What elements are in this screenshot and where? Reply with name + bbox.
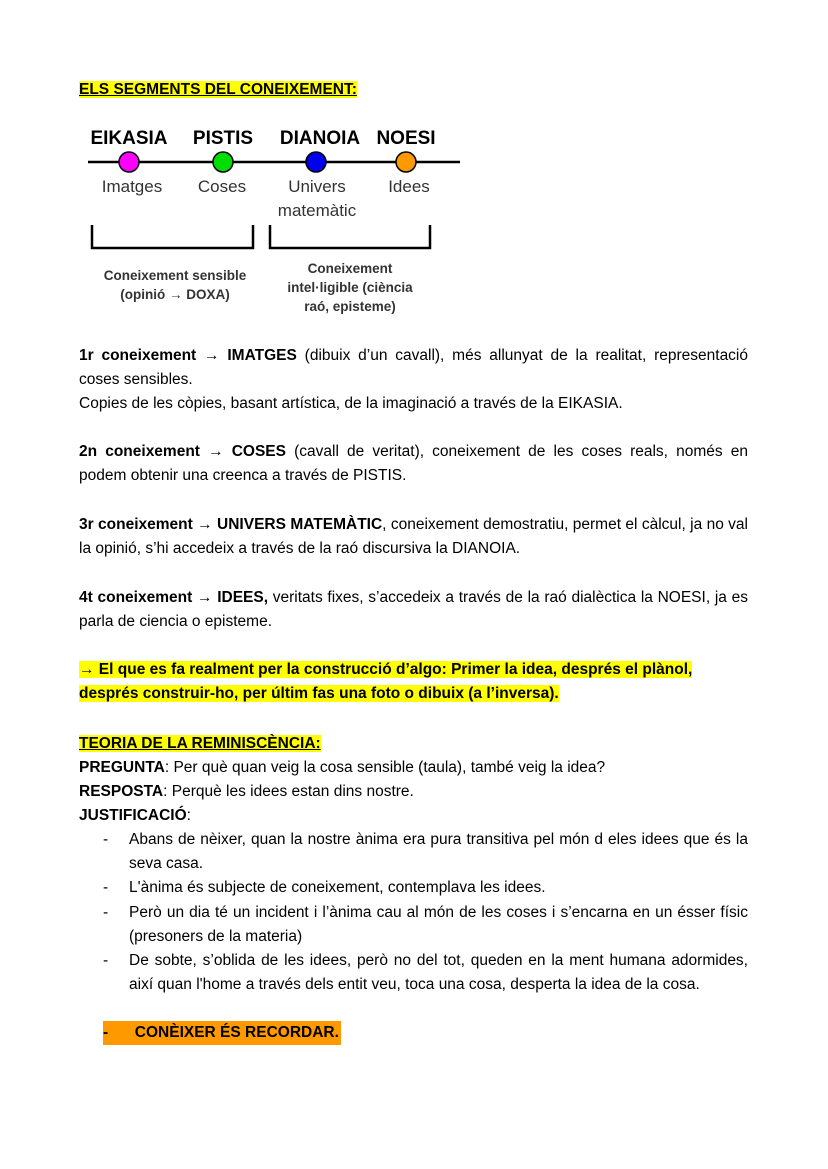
- reminiscence-heading-text: TEORIA DE LA REMINISCÈNCIA:: [79, 735, 321, 752]
- paragraph-imatges: [79, 344, 748, 392]
- p2-rest: (cavall de veritat), coneixement de les coses reals, només en podem obtenir una creenca a través de PISTIS.: [79, 443, 748, 484]
- paragraph-coses: [79, 440, 748, 488]
- bullet-dash: -: [103, 831, 109, 848]
- segments-heading-text: ELS SEGMENTS DEL CONEIXEMENT:: [79, 81, 357, 98]
- segment-label-imatges: Imatges: [101, 177, 163, 196]
- bullet-text: L'ànima és subjecte de coneixement, contemplava les idees.: [129, 879, 546, 896]
- segment-dot-noesi: [396, 152, 416, 172]
- p3-lead: 3r coneixement: [79, 516, 193, 533]
- segment-label-idees: Idees: [388, 177, 430, 196]
- conclusion-highlight: [103, 1021, 341, 1045]
- intelligible-caption-line2: intel·ligible (ciència: [287, 280, 413, 295]
- segment-name-noesi: NOESI: [376, 128, 436, 149]
- p1-key: IMATGES: [227, 347, 297, 364]
- paragraph-univers: [79, 513, 748, 561]
- segment-label-univers: Univers: [288, 177, 346, 196]
- question-text: : Per què quan veig la cosa sensible (taula), també veig la idea?: [164, 759, 606, 776]
- p3-arrow: →: [192, 516, 218, 533]
- conclusion-text: CONÈIXER ÉS RECORDAR.: [134, 1024, 339, 1041]
- p1-lead: 1r coneixement: [79, 347, 197, 364]
- conclusion-dash: -: [103, 1024, 109, 1041]
- list-item: [103, 876, 748, 900]
- p4-arrow: →: [192, 589, 218, 606]
- bullet-dash: -: [103, 879, 109, 896]
- list-item: [103, 901, 748, 949]
- segment-name-eikasia: EIKASIA: [90, 128, 168, 149]
- highlight-note-text2: després construir-ho, per últim fas una foto o dibuix (a l’inversa).: [79, 685, 559, 702]
- justification-colon: :: [186, 807, 191, 824]
- p4-rest: veritats fixes, s’accedeix a través de la raó dialèctica la NOESI, ja es parla de ciencia o episteme.: [79, 589, 748, 630]
- bracket-intelligible: [270, 225, 430, 248]
- bullet-text: De sobte, s’oblida de les idees, però no del tot, queden en la ment humana adormides, així quan l'home a través dels entit veu, toca una cosa, desperta la idea de la cosa.: [129, 952, 748, 993]
- intelligible-caption-line1: Coneixement: [307, 261, 393, 276]
- justification-label: JUSTIFICACIÓ: [79, 807, 187, 824]
- list-item: [103, 828, 748, 876]
- p1-rest: (dibuix d’un cavall), més allunyat de la realitat, representació coses sensibles.: [79, 347, 749, 388]
- paragraph-idees: [79, 586, 748, 634]
- segment-name-pistis: PISTIS: [192, 128, 254, 149]
- answer-text: : Perquè les idees estan dins nostre.: [163, 783, 414, 800]
- p2-key: COSES: [231, 443, 286, 460]
- highlight-note-text1: → El que es fa realment per la construcció d’algo: Primer la idea, després el plànol,: [79, 661, 693, 678]
- p3-rest: , coneixement demostratiu, permet el càlcul, ja no val la opinió, s’hi accedeix a través de la raó discursiva la DIANOIA.: [79, 516, 749, 557]
- bullet-dash: -: [103, 904, 109, 921]
- list-item: [103, 949, 748, 1021]
- highlight-note-line1: [79, 658, 748, 682]
- answer-label: RESPOSTA: [79, 783, 164, 800]
- segment-name-dianoia: DIANOIA: [279, 128, 361, 149]
- conclusion-item: [103, 1021, 748, 1045]
- p4-key: IDEES,: [217, 589, 269, 606]
- sensible-caption-line2: (opinió → DOXA): [120, 287, 230, 302]
- justification-line: [79, 804, 748, 828]
- segment-dot-pistis: [213, 152, 233, 172]
- segment-label-matematic: matemàtic: [277, 201, 357, 220]
- segment-dot-eikasia: [119, 152, 139, 172]
- bracket-sensible: [92, 225, 253, 248]
- knowledge-segments-diagram: [80, 120, 480, 320]
- p1-arrow: →: [196, 347, 228, 364]
- segment-label-coses: Coses: [197, 177, 247, 196]
- bullet-dash: -: [103, 952, 109, 969]
- bullet-text: Però un dia té un incident i l’ànima cau al món de les coses i s’encarna en un ésser físic (presoners de la materia): [129, 904, 748, 945]
- p4-lead: 4t coneixement: [79, 589, 193, 606]
- question-label: PREGUNTA: [79, 759, 165, 776]
- sensible-caption-line1: Coneixement sensible: [103, 268, 247, 283]
- p2-lead: 2n coneixement: [79, 443, 200, 460]
- segments-heading: [79, 78, 748, 102]
- segment-dot-dianoia: [306, 152, 326, 172]
- reminiscence-heading: [79, 732, 748, 756]
- highlight-note-line2: [79, 682, 748, 706]
- p3-key: UNIVERS MATEMÀTIC: [217, 516, 383, 533]
- answer-line: [79, 780, 748, 804]
- question-line: [79, 756, 748, 780]
- paragraph-imatges-line2: Copies de les còpies, basant artística, de la imaginació a través de la EIKASIA.: [79, 395, 623, 412]
- intelligible-caption-line3: raó, episteme): [304, 299, 396, 314]
- bullet-text: Abans de nèixer, quan la nostre ànima era pura transitiva pel món d eles idees que és la seva casa.: [129, 831, 748, 872]
- p2-arrow: →: [199, 443, 232, 460]
